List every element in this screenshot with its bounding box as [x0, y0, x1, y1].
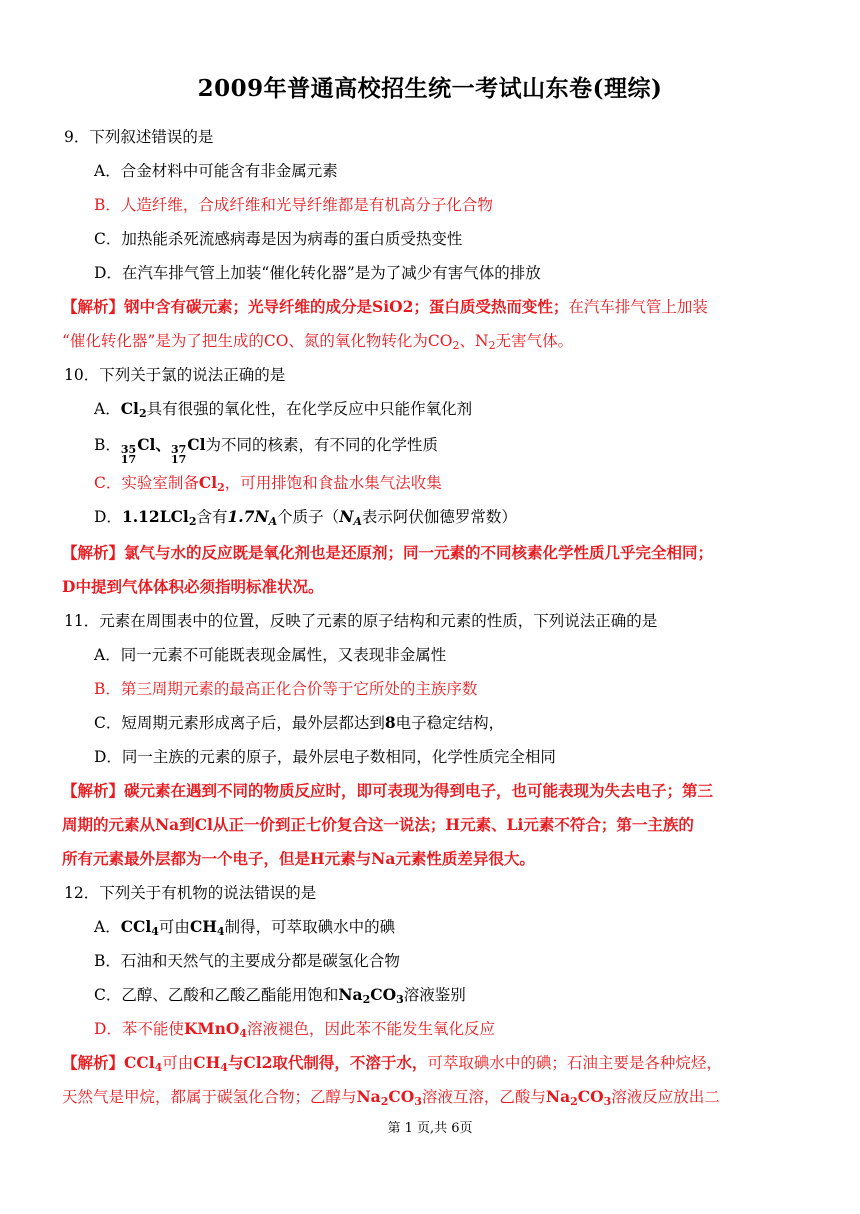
q9-explanation-text: “催化转化器”是为了把生成的CO、氮的氧化物转化为CO [62, 332, 453, 350]
q9-option-c: C．加热能杀死流感病毒是因为病毒的蛋白质受热变性 [94, 230, 463, 248]
subscript: 2 [452, 339, 460, 352]
q9-explanation-bold: 钢中含有碳元素；光导纤维的成分是SiO2；蛋白质受热而变性； [124, 297, 569, 316]
formula: Na [338, 985, 363, 1004]
q12-explanation-text: 溶液互溶，乙酸与 [421, 1088, 546, 1106]
subscript: 4 [154, 1061, 163, 1074]
q9-stem: 9．下列叙述错误的是 [64, 128, 214, 146]
formula: Cl [120, 399, 139, 418]
q9-option-b: B．人造纤维，合成纤维和光导纤维都是有机高分子化合物 [94, 196, 493, 214]
q9-option-a: A．合金材料中可能含有非金属元素 [94, 162, 338, 180]
q10-explanation-line1 [62, 543, 713, 563]
q10-option-b [94, 435, 438, 465]
q12-explanation-text: 可萃取碘水中的碘；石油主要是各种烷烃， [427, 1054, 722, 1072]
formula: CO [370, 985, 397, 1004]
q12-option-a [94, 917, 395, 937]
q12-stem: 12．下列关于有机物的说法错误的是 [64, 884, 317, 902]
page-footer: 第 1 页,共 6页 [387, 1121, 473, 1136]
q11-option-d: D．同一主族的元素的原子，最外层电子数相同，化学性质完全相同 [94, 748, 556, 766]
q12-explanation-text: 溶液反应放出二 [611, 1088, 720, 1106]
subscript: 3 [396, 993, 404, 1006]
subscript: 3 [414, 1095, 422, 1108]
explanation-tag: 【解析】 [62, 1053, 125, 1072]
option-text: 个质子（ [277, 508, 340, 526]
option-letter: A． [94, 400, 121, 418]
atomic-number: 17 [120, 453, 137, 466]
q10-option-d [94, 507, 517, 527]
formula: 1.7N [227, 507, 269, 526]
option-text: ，可用排饱和食盐水集气法收集 [224, 474, 442, 492]
page-title: 2009年普通高校招生统一考试山东卷(理综) [197, 75, 663, 102]
q10-explanation-line2 [62, 577, 323, 597]
q11-stem: 11．元素在周围表中的位置，反映了元素的原子结构和元素的性质，下列说法正确的是 [64, 612, 658, 630]
q11-option-b: B．第三周期元素的最高正化合价等于它所处的主族序数 [94, 680, 478, 698]
formula: Na [545, 1087, 571, 1106]
option-text: 溶液鉴别 [403, 986, 466, 1004]
option-text: D．苯不能使 [94, 1020, 184, 1038]
subscript: 2 [138, 407, 147, 420]
subscript: 2 [362, 993, 371, 1006]
option-text: 含有 [196, 508, 228, 526]
option-text: C．实验室制备 [94, 474, 199, 492]
subscript: 4 [216, 925, 225, 938]
q11-explanation-line3 [62, 849, 535, 869]
formula: CCl [120, 917, 152, 936]
isotope-cl35 [121, 435, 137, 465]
subscript: 4 [239, 1027, 247, 1040]
subscript: 2 [488, 339, 496, 352]
q12-option-c [94, 985, 466, 1005]
formula: CH [189, 917, 217, 936]
option-letter: A． [94, 918, 121, 936]
q10-option-a [94, 399, 472, 419]
q12-option-b: B．石油和天然气的主要成分都是碳氢化合物 [94, 952, 400, 970]
number: 8 [384, 713, 396, 732]
formula: Cl、 [137, 435, 171, 454]
q12-explanation-text: 天然气是甲烷，都属于碳氢化合物；乙醇与 [62, 1088, 357, 1106]
formula: Na [356, 1087, 381, 1106]
option-text: 表示阿伏伽德罗常数） [361, 508, 517, 526]
q10-stem: 10．下列关于氯的说法正确的是 [64, 366, 286, 384]
subscript: 4 [220, 1061, 228, 1074]
subscript: 2 [217, 481, 225, 494]
formula: CO [577, 1087, 604, 1106]
q12-explanation-line1 [62, 1053, 722, 1073]
atomic-number: 17 [170, 453, 187, 466]
formula: CH [193, 1053, 221, 1072]
option-letter: B． [94, 436, 121, 454]
subscript: A [353, 515, 362, 528]
option-letter: D． [94, 508, 122, 526]
option-text: C．乙醇、乙酸和乙酸乙酯能用饱和 [94, 986, 339, 1004]
q12-explanation-text: 可由 [162, 1054, 194, 1072]
option-text: 制得，可萃取碘水中的碘 [224, 918, 396, 936]
option-text: 溶液褪色，因此苯不能发生氧化反应 [247, 1020, 496, 1038]
formula: KMnO [183, 1019, 240, 1038]
option-text: 电子稳定结构， [395, 714, 505, 732]
option-text: 为不同的核素，有不同的化学性质 [205, 436, 438, 454]
q10-option-c [94, 473, 442, 493]
explanation-tag: 【解析】 [62, 297, 125, 316]
q11-explanation-line2 [62, 815, 694, 835]
subscript: 4 [151, 925, 159, 938]
q9-explanation-text: 在汽车排气管上加装 [568, 298, 708, 316]
subscript: 2 [380, 1095, 389, 1108]
q12-option-d [94, 1019, 495, 1039]
subscript: A [268, 515, 278, 528]
q9-explanation-line1 [62, 297, 708, 317]
q11-option-a: A．同一元素不可能既表现金属性，又表现非金属性 [94, 646, 447, 664]
q11-explanation-line1 [62, 781, 713, 801]
formula: CCl [124, 1053, 155, 1072]
formula: 1.12LCl [121, 507, 189, 526]
q12-explanation-line2 [62, 1087, 720, 1107]
q11-explanation-text: 所有元素最外层都为一个电子，但是H元素与Na元素性质差异很大。 [62, 849, 535, 868]
option-text: 具有很强的氧化性，在化学反应中只能作氧化剂 [146, 400, 473, 418]
formula: N [339, 507, 354, 526]
isotope-cl37 [171, 435, 187, 465]
q9-explanation-text: 、N [459, 332, 489, 350]
q11-explanation-text: 碳元素在遇到不同的物质反应时，即可表现为得到电子，也可能表现为失去电子；第三 [124, 781, 714, 800]
mass-number: 35 [120, 443, 137, 456]
q9-option-d: D．在汽车排气管上加装“催化转化器”是为了减少有害气体的排放 [94, 264, 541, 282]
explanation-tag: 【解析】 [62, 543, 125, 562]
explanation-tag: 【解析】 [62, 781, 125, 800]
q10-explanation-text: D中提到气体体积必须指明标准状况。 [62, 577, 324, 596]
q10-explanation-text: 氯气与水的反应既是氧化剂也是还原剂；同一元素的不同核素化学性质几乎完全相同； [124, 543, 714, 562]
option-text: 可由 [158, 918, 190, 936]
formula: CO [388, 1087, 415, 1106]
formula: Cl [198, 473, 218, 492]
mass-number: 37 [170, 443, 187, 456]
q11-explanation-text: 周期的元素从Na到Cl从正一价到正七价复合这一说法；H元素、Li元素不符合；第一主族的 [62, 815, 694, 834]
q12-explanation-bold: 与Cl2取代制得，不溶于水， [227, 1053, 428, 1072]
subscript: 2 [570, 1095, 578, 1108]
q11-option-c [94, 713, 504, 733]
q9-explanation-line2 [62, 331, 573, 351]
formula: Cl [187, 435, 206, 454]
option-text: C．短周期元素形成离子后，最外层都达到 [94, 714, 385, 732]
q9-explanation-text: 无害气体。 [495, 332, 574, 350]
subscript: 2 [188, 515, 197, 528]
subscript: 3 [603, 1095, 612, 1108]
